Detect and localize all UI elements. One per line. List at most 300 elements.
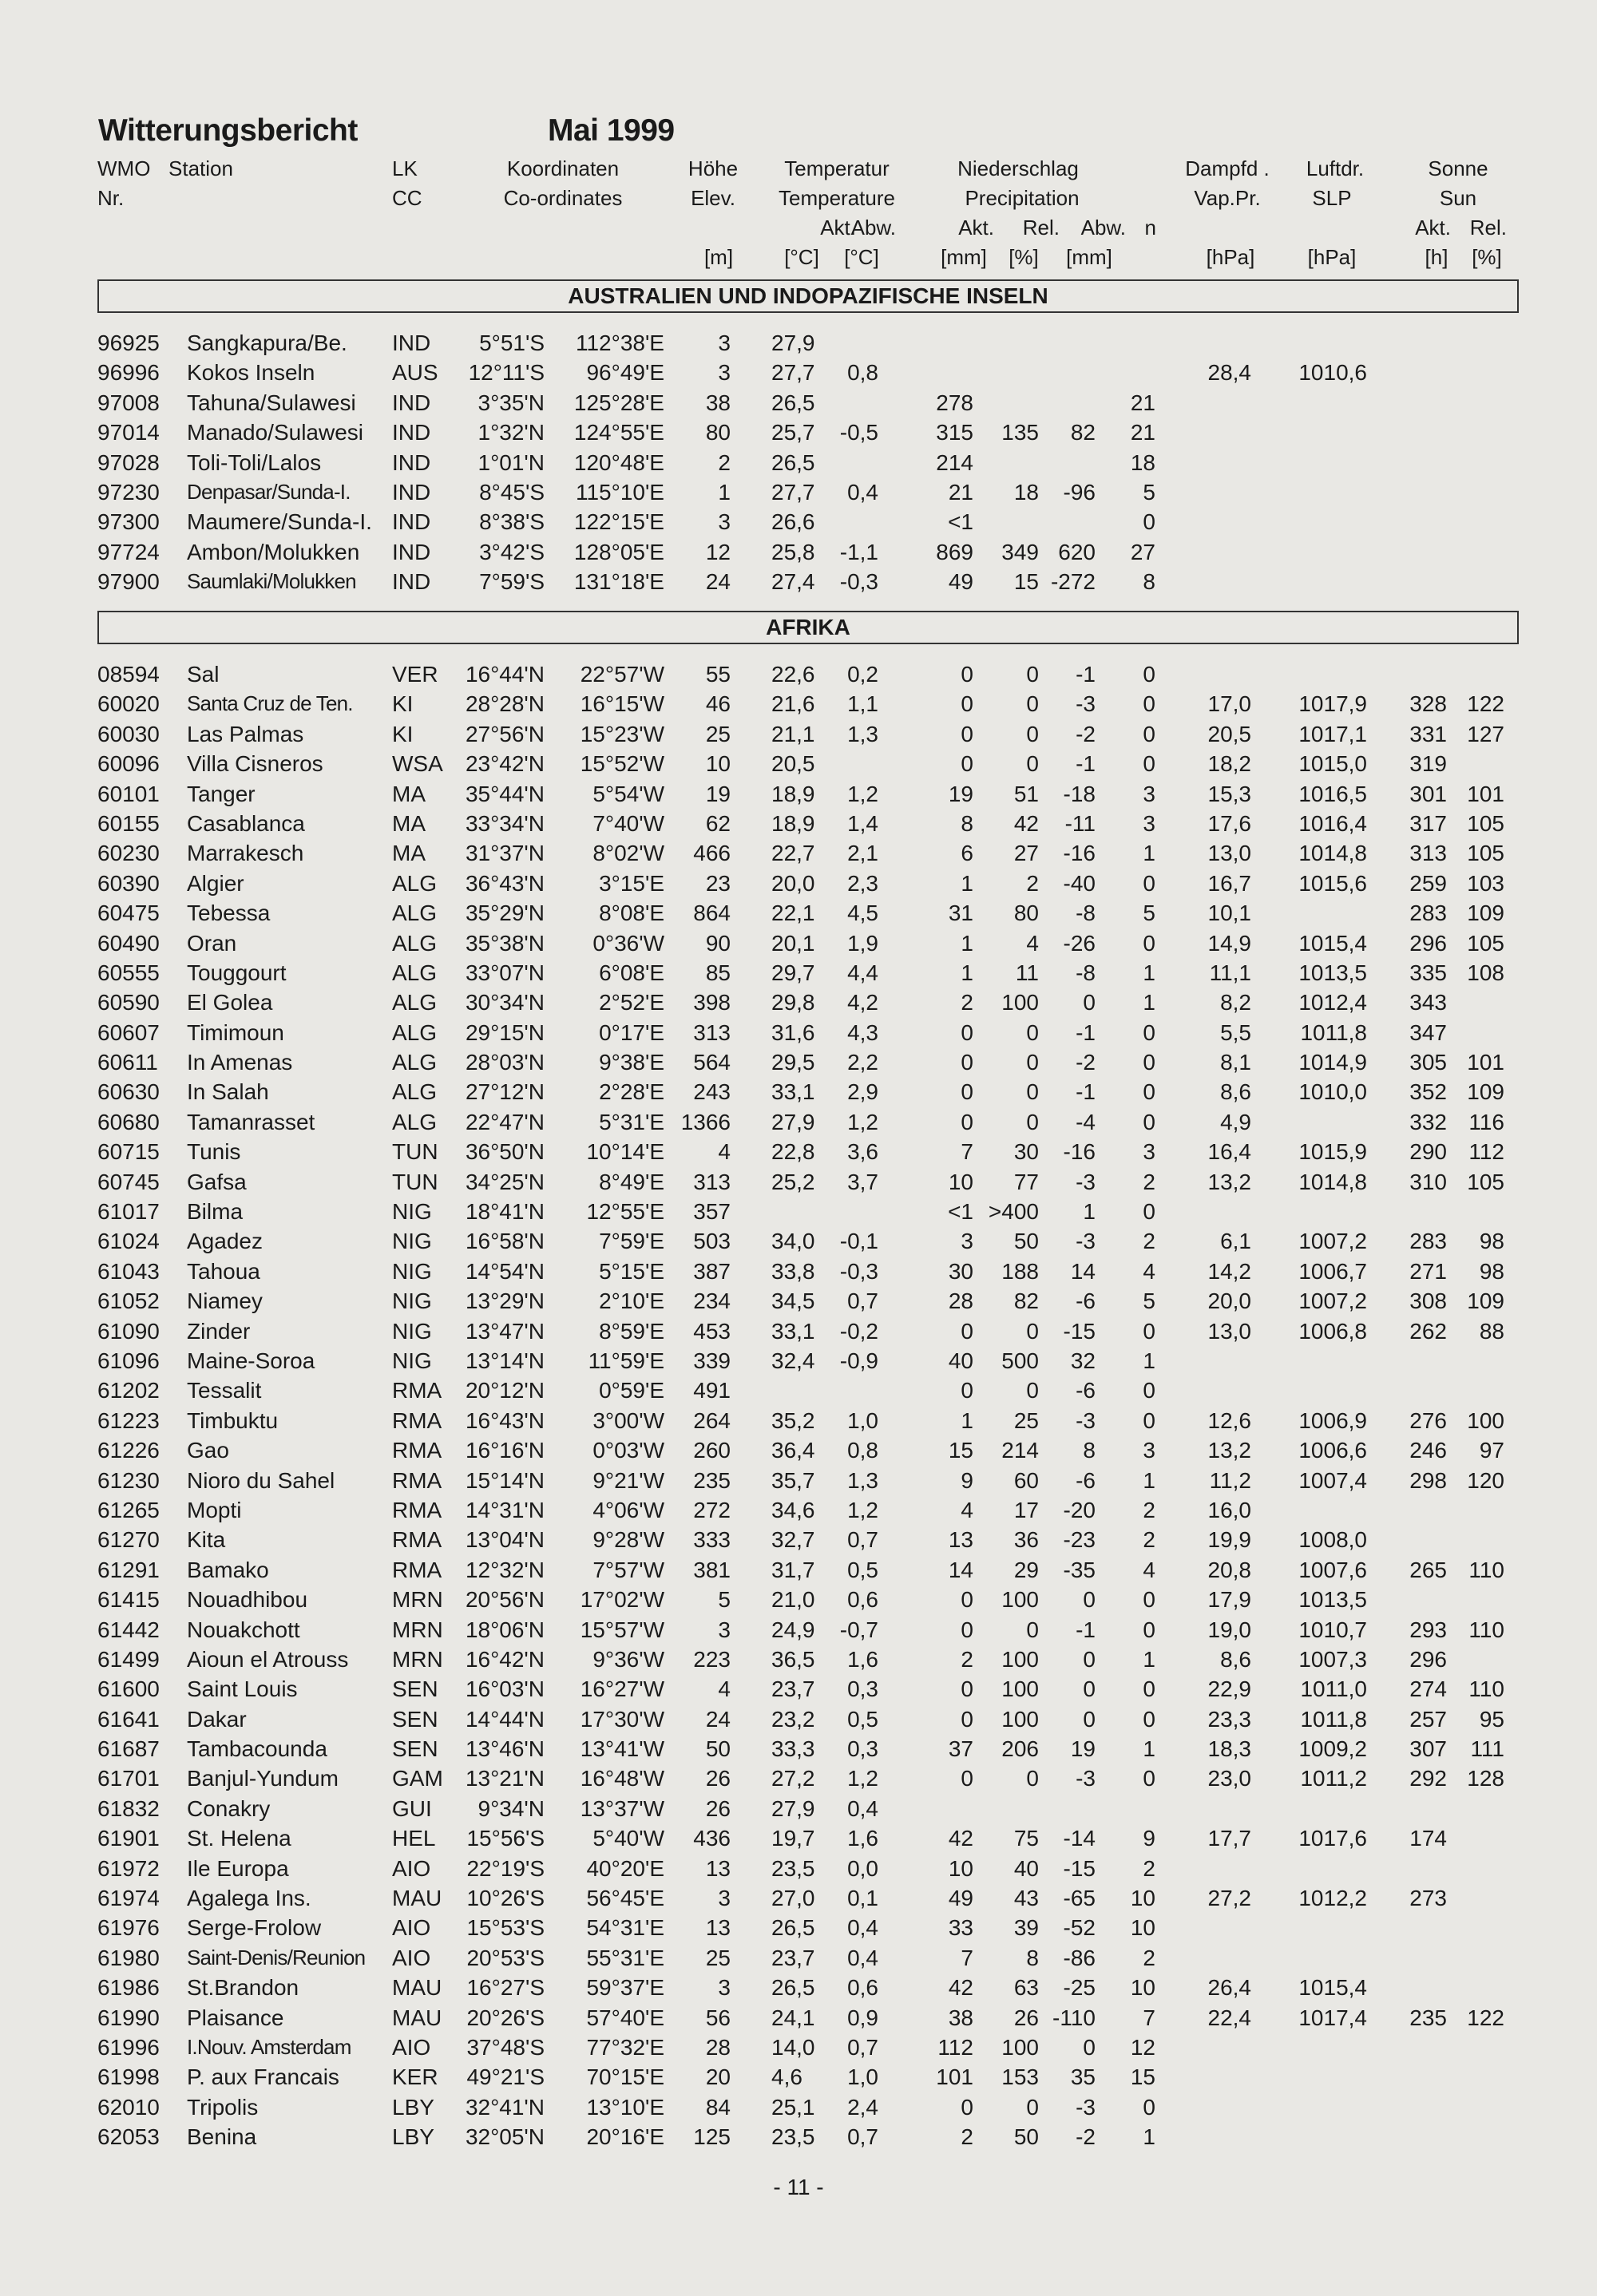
cell-wmo: 61230 — [97, 1467, 160, 1493]
cell-lat: 20°26'S — [466, 2005, 545, 2030]
cell-vap: 16,0 — [1207, 1497, 1251, 1522]
cell-p-akt: 8 — [961, 810, 973, 836]
cell-slp: 1008,0 — [1298, 1527, 1367, 1553]
cell-lon: 22°57'W — [580, 662, 664, 687]
cell-lat: 35°44'N — [465, 781, 545, 806]
cell-lat: 22°19'S — [466, 1855, 545, 1881]
table-row — [0, 898, 1597, 928]
hdr-coords: Koordinaten — [506, 156, 620, 180]
cell-p-akt: 1 — [961, 870, 973, 896]
cell-station: Toli-Toli/Lalos — [187, 449, 322, 475]
cell-p-rel: 80 — [1013, 901, 1039, 926]
cell-lon: 55°31'E — [586, 1945, 664, 1970]
cell-station: Saint Louis — [187, 1676, 298, 1702]
cell-slp: 1017,4 — [1298, 2005, 1367, 2030]
cell-lk: MRN — [392, 1646, 443, 1672]
cell-t-abw: -0,1 — [839, 1229, 878, 1254]
cell-t-abw: 0,8 — [847, 1438, 878, 1463]
table-row — [0, 1854, 1597, 1883]
cell-n: 10 — [1130, 1915, 1155, 1941]
cell-height: 864 — [693, 901, 731, 926]
table-row — [0, 1615, 1597, 1645]
cell-n: 0 — [1143, 751, 1155, 777]
cell-lon: 5°15'E — [599, 1258, 664, 1284]
cell-p-abw: 82 — [1070, 420, 1096, 445]
cell-station: Aioun el Atrouss — [187, 1646, 349, 1672]
cell-station: Bilma — [187, 1199, 244, 1225]
cell-station: Conakry — [187, 1795, 271, 1821]
cell-wmo: 60475 — [97, 901, 160, 926]
cell-vap: 26,4 — [1207, 1975, 1251, 2001]
cell-height: 387 — [693, 1258, 731, 1284]
cell-t-akt: 29,8 — [771, 990, 815, 1015]
cell-station: Maine-Soroa — [187, 1348, 315, 1373]
cell-lk: MA — [392, 810, 426, 836]
table-row — [0, 988, 1597, 1017]
cell-t-akt: 29,7 — [771, 960, 815, 985]
cell-lon: 13°37'W — [580, 1795, 664, 1821]
cell-p-abw: -15 — [1063, 1318, 1096, 1344]
table-row — [0, 1376, 1597, 1405]
cell-wmo: 61901 — [97, 1826, 160, 1851]
cell-p-rel: 153 — [1001, 2064, 1039, 2090]
hdr-precip: Niederschlag — [957, 156, 1079, 180]
cell-t-akt: 23,7 — [771, 1945, 815, 1970]
cell-p-abw: 620 — [1058, 539, 1096, 564]
cell-wmo: 61972 — [97, 1855, 160, 1881]
cell-lat: 12°11'S — [468, 360, 545, 386]
cell-slp: 1013,5 — [1298, 960, 1367, 985]
cell-n: 0 — [1143, 1378, 1155, 1403]
cell-p-rel: 51 — [1013, 781, 1039, 806]
cell-p-rel: 100 — [1001, 990, 1039, 1015]
cell-s-akt: 317 — [1409, 810, 1447, 836]
cell-n: 2 — [1143, 1229, 1155, 1254]
cell-p-akt: 315 — [936, 420, 973, 445]
cell-height: 503 — [693, 1229, 731, 1254]
cell-p-akt: 0 — [961, 662, 973, 687]
cell-station: Gafsa — [187, 1169, 247, 1194]
cell-lk: ALG — [392, 1109, 438, 1134]
cell-s-rel: 110 — [1468, 1676, 1504, 1702]
cell-n: 0 — [1143, 1766, 1155, 1791]
cell-lat: 20°12'N — [465, 1378, 545, 1403]
table-row — [0, 809, 1597, 838]
cell-s-rel: 101 — [1467, 1050, 1504, 1075]
cell-p-abw: -2 — [1076, 1050, 1096, 1075]
cell-vap: 27,2 — [1207, 1886, 1251, 1911]
cell-height: 3 — [718, 331, 731, 355]
cell-lk: RMA — [392, 1467, 442, 1493]
cell-lon: 131°18'E — [573, 569, 664, 595]
cell-height: 243 — [693, 1079, 731, 1105]
cell-p-abw: -1 — [1076, 662, 1096, 687]
cell-p-akt: <1 — [948, 1199, 973, 1225]
cell-s-akt: 319 — [1409, 751, 1447, 777]
cell-slp: 1017,9 — [1298, 691, 1367, 717]
cell-lat: 13°29'N — [465, 1289, 545, 1314]
cell-lon: 17°02'W — [580, 1587, 664, 1613]
cell-p-akt: 0 — [961, 1676, 973, 1702]
table-row — [0, 537, 1597, 567]
cell-p-rel: 0 — [1026, 1378, 1039, 1403]
cell-s-akt: 235 — [1409, 2005, 1447, 2030]
cell-t-abw: 1,6 — [847, 1646, 878, 1672]
cell-p-rel: 50 — [1013, 2124, 1039, 2150]
cell-p-rel: 0 — [1026, 1617, 1039, 1642]
cell-lk: SEN — [392, 1736, 438, 1762]
cell-vap: 13,0 — [1207, 1318, 1251, 1344]
cell-vap: 15,3 — [1207, 781, 1251, 806]
cell-slp: 1010,6 — [1298, 360, 1367, 386]
cell-height: 5 — [718, 1587, 731, 1613]
cell-lon: 20°16'E — [586, 2124, 664, 2150]
cell-lk: ALG — [392, 1050, 438, 1075]
cell-p-abw: -96 — [1063, 479, 1096, 505]
cell-t-abw: 0,7 — [847, 2034, 878, 2060]
cell-s-rel: 116 — [1468, 1109, 1504, 1134]
cell-p-abw: -26 — [1063, 930, 1096, 956]
cell-height: 3 — [718, 509, 731, 535]
cell-height: 3 — [718, 1975, 731, 2001]
cell-p-abw: 0 — [1083, 1676, 1096, 1702]
cell-lon: 2°52'E — [599, 990, 664, 1015]
cell-p-abw: -3 — [1076, 1169, 1096, 1194]
cell-n: 1 — [1143, 1348, 1155, 1373]
cell-n: 5 — [1143, 479, 1155, 505]
unit-p-abw: [mm] — [1066, 245, 1112, 269]
cell-slp: 1010,7 — [1298, 1617, 1367, 1642]
cell-p-akt: <1 — [948, 509, 973, 535]
cell-n: 0 — [1143, 1706, 1155, 1732]
cell-n: 10 — [1130, 1975, 1155, 2001]
cell-station: Tessalit — [187, 1378, 262, 1403]
cell-p-akt: 42 — [948, 1826, 973, 1851]
cell-t-abw: 1,0 — [847, 1407, 878, 1433]
cell-s-rel: 120 — [1467, 1467, 1504, 1493]
cell-lat: 15°14'N — [465, 1467, 545, 1493]
cell-height: 2 — [718, 449, 731, 475]
cell-lat: 1°01'N — [478, 449, 545, 475]
cell-vap: 17,9 — [1207, 1587, 1251, 1613]
cell-lon: 8°49'E — [599, 1169, 664, 1194]
cell-t-akt: 27,9 — [771, 331, 815, 355]
cell-height: 333 — [693, 1527, 731, 1553]
cell-p-rel: 8 — [1026, 1945, 1039, 1970]
cell-s-rel: 109 — [1467, 901, 1504, 926]
unit-vap: [hPa] — [1206, 245, 1255, 269]
cell-lat: 18°41'N — [465, 1199, 545, 1225]
cell-s-akt: 305 — [1409, 1050, 1447, 1075]
cell-p-akt: 7 — [961, 1139, 973, 1165]
cell-t-akt: 26,5 — [771, 449, 815, 475]
cell-height: 3 — [718, 360, 731, 386]
cell-lon: 0°03'W — [592, 1438, 664, 1463]
cell-p-rel: 100 — [1001, 2034, 1039, 2060]
cell-wmo: 60155 — [97, 810, 160, 836]
cell-p-abw: -3 — [1076, 1766, 1096, 1791]
cell-slp: 1006,6 — [1298, 1438, 1367, 1463]
cell-p-rel: 0 — [1026, 721, 1039, 746]
cell-wmo: 62010 — [97, 2094, 160, 2120]
cell-s-akt: 308 — [1409, 1289, 1447, 1314]
cell-station: Tahoua — [187, 1258, 260, 1284]
cell-t-akt: 27,7 — [771, 360, 815, 386]
cell-station: Saumlaki/Molukken — [187, 569, 356, 594]
cell-p-akt: 9 — [961, 1467, 973, 1493]
cell-slp: 1012,4 — [1298, 990, 1367, 1015]
cell-p-akt: 3 — [961, 1229, 973, 1254]
cell-p-abw: -3 — [1076, 691, 1096, 717]
cell-s-rel: 98 — [1479, 1229, 1504, 1254]
cell-t-akt: 21,1 — [771, 721, 815, 746]
cell-lon: 17°30'W — [580, 1706, 664, 1732]
cell-wmo: 60030 — [97, 721, 160, 746]
cell-slp: 1016,4 — [1298, 810, 1367, 836]
cell-station: Ambon/Molukken — [187, 539, 360, 564]
table-row — [0, 1406, 1597, 1435]
cell-n: 4 — [1143, 1258, 1155, 1284]
cell-height: 398 — [693, 990, 731, 1015]
cell-lat: 16°16'N — [465, 1438, 545, 1463]
cell-vap: 6,1 — [1220, 1229, 1251, 1254]
cell-wmo: 60101 — [97, 781, 160, 806]
cell-lat: 28°03'N — [465, 1050, 545, 1075]
cell-station: Saint-Denis/Reunion — [187, 1945, 366, 1969]
cell-height: 466 — [693, 841, 731, 866]
cell-t-abw: 0,4 — [847, 479, 878, 505]
cell-p-akt: 19 — [948, 781, 973, 806]
cell-p-abw: -3 — [1076, 2094, 1096, 2120]
cell-slp: 1012,2 — [1298, 1886, 1367, 1911]
cell-t-akt: 19,7 — [771, 1826, 815, 1851]
unit-p-rel: [%] — [1009, 245, 1039, 269]
cell-p-rel: 18 — [1013, 479, 1039, 505]
cell-wmo: 97028 — [97, 449, 160, 475]
cell-lat: 27°56'N — [465, 721, 545, 746]
cell-lon: 5°54'W — [592, 781, 664, 806]
cell-vap: 17,6 — [1207, 810, 1251, 836]
cell-t-abw: -0,9 — [839, 1348, 878, 1373]
cell-lon: 0°17'E — [599, 1019, 664, 1045]
cell-t-akt: 26,5 — [771, 390, 815, 415]
cell-lat: 14°54'N — [465, 1258, 545, 1284]
cell-wmo: 61265 — [97, 1497, 160, 1522]
cell-lat: 33°07'N — [465, 960, 545, 985]
cell-vap: 8,2 — [1220, 990, 1251, 1015]
cell-lon: 8°59'E — [599, 1318, 664, 1344]
cell-n: 0 — [1143, 1109, 1155, 1134]
cell-height: 38 — [705, 390, 731, 415]
cell-station: Tunis — [187, 1139, 241, 1165]
cell-n: 8 — [1143, 569, 1155, 595]
cell-s-akt: 276 — [1409, 1407, 1447, 1433]
cell-t-akt: 23,2 — [771, 1706, 815, 1732]
cell-p-akt: 0 — [961, 1050, 973, 1075]
cell-wmo: 61832 — [97, 1795, 160, 1821]
cell-n: 0 — [1143, 662, 1155, 687]
cell-lk: TUN — [392, 1139, 438, 1165]
cell-n: 10 — [1130, 1886, 1155, 1911]
cell-p-rel: 0 — [1026, 1079, 1039, 1105]
cell-s-akt: 307 — [1409, 1736, 1447, 1762]
cell-t-akt: 27,4 — [771, 569, 815, 595]
cell-n: 0 — [1143, 1079, 1155, 1105]
cell-s-rel: 110 — [1468, 1557, 1504, 1582]
cell-height: 3 — [718, 1886, 731, 1911]
cell-lk: AIO — [392, 1915, 431, 1941]
cell-t-abw: 0,2 — [847, 662, 878, 687]
cell-slp: 1007,2 — [1298, 1289, 1367, 1314]
cell-lat: 35°38'N — [465, 930, 545, 956]
cell-t-akt: 26,6 — [771, 509, 815, 535]
cell-n: 3 — [1143, 1438, 1155, 1463]
cell-p-akt: 0 — [961, 751, 973, 777]
cell-p-rel: 206 — [1001, 1736, 1039, 1762]
cell-t-abw: 1,1 — [847, 691, 878, 717]
table-row — [0, 719, 1597, 749]
cell-lon: 96°49'E — [586, 360, 664, 386]
cell-t-abw: 1,9 — [847, 930, 878, 956]
cell-height: 46 — [705, 691, 731, 717]
table-row — [0, 779, 1597, 809]
cell-t-abw: -0,7 — [839, 1617, 878, 1642]
cell-station: Kita — [187, 1527, 226, 1553]
cell-lat: 37°48'S — [466, 2034, 545, 2060]
cell-n: 5 — [1143, 901, 1155, 926]
cell-n: 0 — [1143, 1407, 1155, 1433]
cell-p-rel: 60 — [1013, 1467, 1039, 1493]
cell-t-akt: 34,0 — [771, 1229, 815, 1254]
cell-station: Tebessa — [187, 901, 271, 926]
cell-t-akt: 21,6 — [771, 691, 815, 717]
cell-n: 0 — [1143, 1019, 1155, 1045]
cell-wmo: 60490 — [97, 930, 160, 956]
cell-t-abw: 0,3 — [847, 1676, 878, 1702]
cell-p-rel: 11 — [1015, 960, 1039, 985]
cell-p-abw: -1 — [1076, 1019, 1096, 1045]
cell-lat: 14°44'N — [465, 1706, 545, 1732]
hdr-station: Station — [168, 156, 233, 180]
cell-p-rel: 75 — [1013, 1826, 1039, 1851]
cell-slp: 1015,0 — [1298, 751, 1367, 777]
cell-lat: 23°42'N — [465, 751, 545, 777]
cell-height: 4 — [718, 1139, 731, 1165]
hdr-t-akt: Akt. — [820, 216, 856, 239]
hdr-wmo: WMO — [97, 156, 151, 180]
cell-lat: 34°25'N — [465, 1169, 545, 1194]
cell-lon: 5°40'W — [592, 1826, 664, 1851]
table-australia — [0, 328, 1597, 597]
cell-p-akt: 0 — [961, 1587, 973, 1613]
cell-slp: 1014,9 — [1298, 1050, 1367, 1075]
table-row — [0, 2122, 1597, 2152]
report-title: Witterungsbericht — [98, 113, 358, 148]
cell-t-akt: 20,1 — [771, 930, 815, 956]
cell-n: 3 — [1143, 810, 1155, 836]
cell-station: Nioro du Sahel — [187, 1467, 335, 1493]
cell-n: 2 — [1143, 1169, 1155, 1194]
table-row — [0, 567, 1597, 596]
cell-lk: TUN — [392, 1169, 438, 1194]
cell-p-abw: 32 — [1070, 1348, 1096, 1373]
cell-p-rel: 77 — [1013, 1169, 1039, 1194]
cell-t-akt: 32,7 — [771, 1527, 815, 1553]
cell-lon: 13°41'W — [580, 1736, 664, 1762]
cell-p-akt: 0 — [961, 2094, 973, 2120]
cell-p-rel: 0 — [1026, 1050, 1039, 1075]
cell-station: P. aux Francais — [187, 2064, 339, 2090]
unit-height: [m] — [703, 245, 734, 269]
cell-t-akt: 32,4 — [771, 1348, 815, 1373]
cell-lk: RMA — [392, 1438, 442, 1463]
cell-p-rel: 27 — [1013, 841, 1039, 866]
cell-p-rel: 50 — [1013, 1229, 1039, 1254]
cell-wmo: 61499 — [97, 1646, 160, 1672]
cell-wmo: 97008 — [97, 390, 160, 415]
cell-p-rel: 26 — [1013, 2005, 1039, 2030]
cell-slp: 1011,2 — [1300, 1766, 1367, 1791]
cell-vap: 13,2 — [1207, 1438, 1251, 1463]
cell-s-akt: 265 — [1409, 1557, 1447, 1582]
cell-vap: 16,4 — [1207, 1139, 1251, 1165]
cell-station: Niamey — [187, 1289, 263, 1314]
table-row — [0, 358, 1597, 387]
cell-p-akt: 14 — [948, 1557, 973, 1582]
cell-height: 491 — [693, 1378, 731, 1403]
table-row — [0, 1645, 1597, 1674]
cell-t-akt: 20,5 — [771, 751, 815, 777]
cell-lat: 30°34'N — [465, 990, 545, 1015]
cell-n: 0 — [1143, 1617, 1155, 1642]
cell-p-akt: 0 — [961, 1079, 973, 1105]
cell-lk: MA — [392, 841, 426, 866]
cell-p-rel: 25 — [1013, 1407, 1039, 1433]
cell-t-akt: 27,7 — [771, 479, 815, 505]
cell-wmo: 97300 — [97, 509, 160, 535]
cell-t-abw: 4,5 — [847, 901, 878, 926]
cell-lk: RMA — [392, 1378, 442, 1403]
cell-p-rel: 29 — [1013, 1557, 1039, 1582]
cell-wmo: 61415 — [97, 1587, 160, 1613]
cell-t-akt: 14,0 — [771, 2034, 815, 2060]
cell-height: 10 — [705, 751, 731, 777]
cell-t-abw: 0,7 — [847, 2124, 878, 2150]
cell-t-akt: 29,5 — [771, 1050, 815, 1075]
hdr-lk: LK — [392, 156, 418, 180]
cell-lk: AIO — [392, 1855, 431, 1881]
cell-p-akt: 2 — [961, 990, 973, 1015]
cell-station: St. Helena — [187, 1826, 291, 1851]
cell-lat: 7°59'S — [479, 569, 545, 595]
cell-p-abw: 0 — [1083, 1587, 1096, 1613]
cell-lat: 12°32'N — [465, 1557, 545, 1582]
cell-lk: SEN — [392, 1706, 438, 1732]
table-row — [0, 1018, 1597, 1047]
cell-t-abw: 0,7 — [847, 1289, 878, 1314]
cell-lon: 11°59'E — [588, 1348, 664, 1373]
cell-station: Gao — [187, 1438, 229, 1463]
cell-station: Manado/Sulawesi — [187, 420, 364, 445]
cell-n: 0 — [1143, 870, 1155, 896]
table-row — [0, 1764, 1597, 1793]
cell-p-abw: -14 — [1063, 1826, 1096, 1851]
table-row — [0, 1257, 1597, 1286]
cell-p-abw: 0 — [1083, 2034, 1096, 2060]
cell-height: 24 — [705, 569, 731, 595]
unit-p-akt: [mm] — [941, 245, 987, 269]
cell-n: 0 — [1143, 1676, 1155, 1702]
